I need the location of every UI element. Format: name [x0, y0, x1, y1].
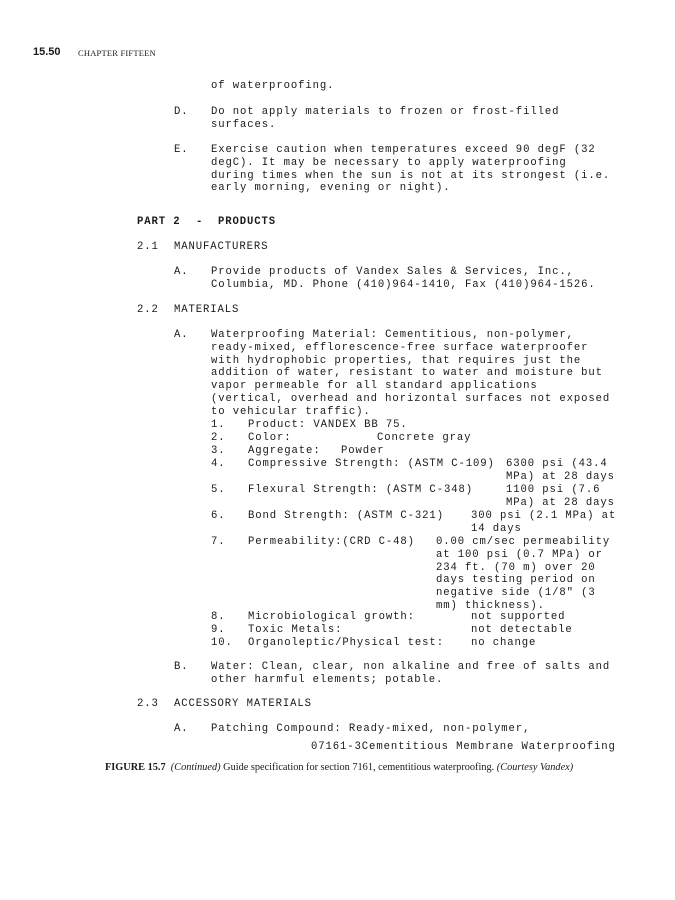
- text-line: Exercise caution when temperatures exceed 90 degF (32: [211, 144, 596, 156]
- item-2-value: Concrete gray: [377, 432, 472, 444]
- item-8-num: 8.: [211, 611, 226, 623]
- item-5-num: 5.: [211, 484, 226, 496]
- item-d-letter: D.: [174, 106, 189, 118]
- part-dash: -: [196, 216, 204, 228]
- s23-a-letter: A.: [174, 723, 189, 735]
- item-4-num: 4.: [211, 458, 226, 470]
- part-label: PART 2: [137, 216, 181, 228]
- item-e-letter: E.: [174, 144, 189, 156]
- value-line: negative side (1/8" (3: [436, 587, 596, 600]
- s21-a-letter: A.: [174, 266, 189, 278]
- item-4-value: [506, 458, 615, 484]
- value-line: 300 psi (2.1 MPa) at: [471, 510, 617, 522]
- item-d-text: [211, 106, 559, 132]
- text-line: surfaces.: [211, 118, 277, 131]
- value-line: 6300 psi (43.4: [506, 458, 608, 470]
- section-title: MANUFACTURERS: [174, 241, 269, 253]
- text-line: Provide products of Vandex Sales & Services, Inc.,: [211, 266, 574, 278]
- s21-a-text: [211, 266, 596, 292]
- item-7-value: [436, 536, 610, 613]
- value-line: 1100 psi (7.6: [506, 484, 601, 496]
- value-line: MPa) at 28 days: [506, 470, 615, 483]
- item-e-text: [211, 144, 610, 195]
- continuation-text: of waterproofing.: [211, 80, 335, 92]
- item-7-label: Permeability:(CRD C-48): [248, 536, 415, 548]
- section-number: 2.3: [137, 698, 159, 710]
- text-line: degC). It may be necessary to apply waterproofing: [211, 156, 567, 169]
- caption-courtesy: (Courtesy Vandex): [496, 762, 574, 773]
- s22-b-letter: B.: [174, 661, 189, 673]
- s22-a-letter: A.: [174, 329, 189, 341]
- text-line: Water: Clean, clear, non alkaline and free of salts and: [211, 661, 611, 673]
- text-line: to vehicular traffic).: [211, 405, 371, 418]
- section-number: 2.2: [137, 304, 159, 316]
- item-10-label: Organoleptic/Physical test:: [248, 637, 444, 649]
- text-line: Waterproofing Material: Cementitious, non-polymer,: [211, 329, 574, 341]
- text-line: other harmful elements; potable.: [211, 673, 444, 686]
- value-line: 0.00 cm/sec permeability: [436, 536, 611, 548]
- item-5-label: Flexural Strength: (ASTM C-348): [248, 484, 473, 496]
- value-line: 234 ft. (70 m) over 20: [436, 561, 596, 574]
- section-title: ACCESSORY MATERIALS: [174, 698, 312, 710]
- value-line: days testing period on: [436, 574, 596, 587]
- item-2-num: 2.: [211, 432, 226, 444]
- part-title: PRODUCTS: [218, 216, 277, 228]
- section-number: 2.1: [137, 241, 159, 253]
- figure-label: FIGURE 15.7: [105, 762, 166, 773]
- text-line: Columbia, MD. Phone (410)964-1410, Fax (410)964-1526.: [211, 278, 596, 291]
- chapter-title: CHAPTER FIFTEEN: [78, 48, 156, 58]
- item-9-num: 9.: [211, 624, 226, 636]
- text-line: with hydrophobic properties, that requires just the: [211, 354, 582, 367]
- item-1-num: 1.: [211, 419, 226, 431]
- item-6-label: Bond Strength: (ASTM C-321): [248, 510, 444, 522]
- text-line: ready-mixed, efflorescence-free surface waterproofer: [211, 341, 589, 354]
- item-5-value: [506, 484, 615, 510]
- text-line: (vertical, overhead and horizontal surfaces not exposed: [211, 392, 611, 405]
- item-6-value: [471, 510, 616, 536]
- item-4-label: Compressive Strength: (ASTM C-109): [248, 458, 495, 470]
- text-line: addition of water, resistant to water and moisture but: [211, 367, 603, 380]
- item-8-value: not supported: [471, 611, 566, 623]
- item-10-num: 10.: [211, 637, 233, 649]
- item-3-num: 3.: [211, 445, 226, 457]
- page-number: 15.50: [33, 46, 61, 58]
- caption-text: Guide specification for section 7161, cementitious waterproofing.: [223, 762, 495, 773]
- item-8-label: Microbiological growth:: [248, 611, 415, 623]
- item-9-label: Toxic Metals:: [248, 624, 343, 636]
- value-line: at 100 psi (0.7 MPa) or: [436, 548, 603, 561]
- value-line: MPa) at 28 days: [506, 496, 615, 509]
- item-3-value: Powder: [341, 445, 385, 457]
- caption-continued: (Continued): [170, 762, 221, 773]
- s23-a-text: Patching Compound: Ready-mixed, non-polymer,: [211, 723, 531, 735]
- text-line: early morning, evening or night).: [211, 182, 451, 195]
- s22-a-text: [211, 329, 610, 419]
- text-line: Do not apply materials to frozen or frost-filled: [211, 106, 560, 118]
- text-line: vapor permeable for all standard applications: [211, 380, 538, 393]
- item-6-num: 6.: [211, 510, 226, 522]
- item-10-value: no change: [471, 637, 537, 649]
- value-line: mm) thickness).: [436, 599, 545, 612]
- item-2-label: Color:: [248, 432, 292, 444]
- item-7-num: 7.: [211, 536, 226, 548]
- text-line: during times when the sun is not at its strongest (i.e.: [211, 169, 611, 182]
- section-title: MATERIALS: [174, 304, 240, 316]
- s22-b-text: [211, 661, 610, 687]
- item-9-value: not detectable: [471, 624, 573, 636]
- item-3-label: Aggregate:: [248, 445, 321, 457]
- item-1-label: Product: VANDEX BB 75.: [248, 419, 408, 431]
- page-footer: 07161-3Cementitious Membrane Waterproofing: [311, 741, 616, 753]
- figure-caption: [105, 762, 625, 774]
- value-line: 14 days: [471, 522, 522, 535]
